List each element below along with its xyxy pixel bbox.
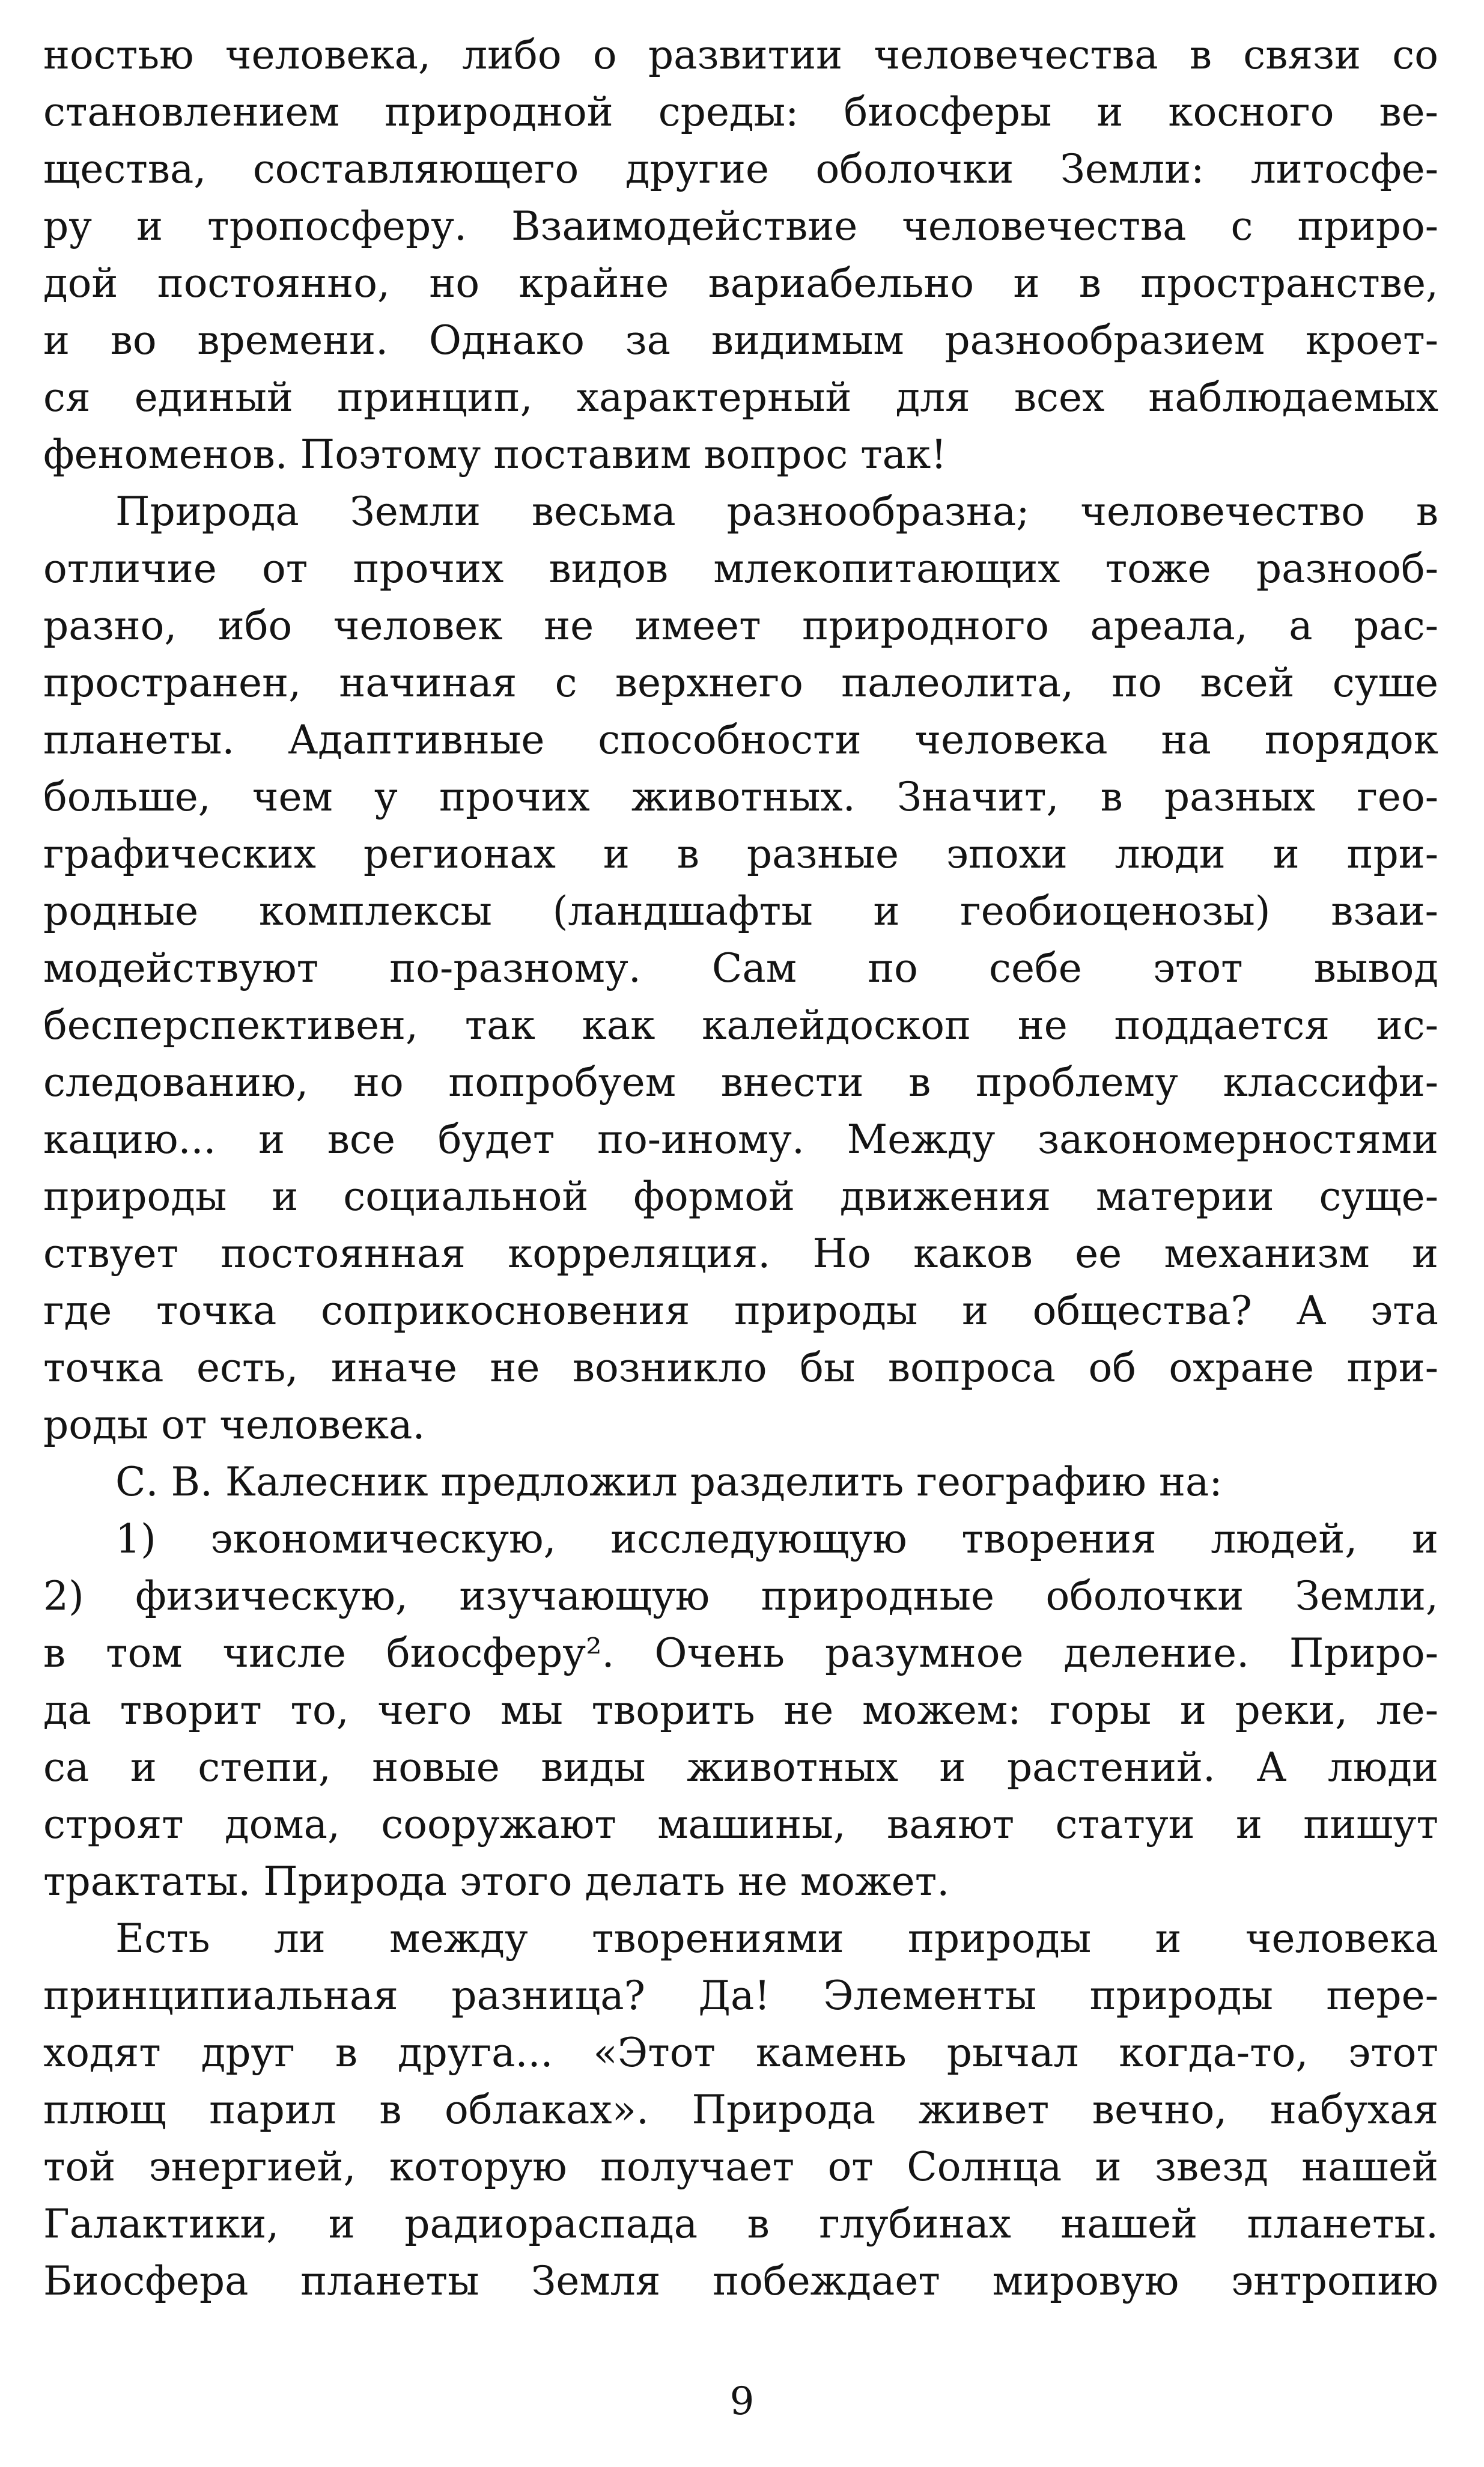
text-line: следованию, но попробуем внести в проблему классифи- xyxy=(43,1059,1438,1106)
text-line: Галактики, и радиораспада в глубинах нашей планеты. xyxy=(43,2201,1438,2247)
text-line: феноменов. Поэтому поставим вопрос так! xyxy=(43,431,947,478)
text-line: плющ парил в облаках». Природа живет вечно, набухая xyxy=(43,2087,1438,2133)
text-line: разно, ибо человек не имеет природного ареала, а рас- xyxy=(43,603,1438,649)
text-line: ностью человека, либо о развитии человечества в связи со xyxy=(43,32,1438,78)
text-line: больше, чем у прочих животных. Значит, в разных гео- xyxy=(43,774,1438,820)
text-line: щества, составляющего другие оболочки Земли: литосфе- xyxy=(43,146,1438,192)
text-line: пространен, начиная с верхнего палеолита, по всей суше xyxy=(43,660,1438,706)
text-line: Природа Земли весьма разнообразна; человечество в xyxy=(115,488,1438,535)
text-line: точка есть, иначе не возникло бы вопроса об охране при- xyxy=(43,1345,1438,1391)
text-line: планеты. Адаптивные способности человека на порядок xyxy=(43,717,1438,763)
text-line: бесперспективен, так как калейдоскоп не поддается ис- xyxy=(43,1002,1438,1048)
text-line: Есть ли между творениями природы и человека xyxy=(115,1915,1438,1962)
text-line: принципиальная разница? Да! Элементы природы пере- xyxy=(43,1973,1438,2019)
text-line: родные комплексы (ландшафты и геобиоценозы) взаи- xyxy=(43,888,1438,934)
text-line: природы и социальной формой движения материи суще- xyxy=(43,1173,1438,1220)
text-line: С. В. Калесник предложил разделить географию на: xyxy=(115,1459,1223,1505)
text-line: да творит то, чего мы творить не можем: горы и реки, ле- xyxy=(43,1687,1438,1733)
text-line: 1) экономическую, исследующую творения людей, и xyxy=(115,1516,1438,1562)
text-line: отличие от прочих видов млекопитающих тоже разнооб- xyxy=(43,546,1438,592)
text-line: ходят друг в друга... «Этот камень рычал когда-то, этот xyxy=(43,2030,1438,2076)
text-line: той энергией, которую получает от Солнца и звезд нашей xyxy=(43,2144,1438,2190)
text-line: кацию... и все будет по-иному. Между закономерностями xyxy=(43,1116,1438,1163)
text-line: графических регионах и в разные эпохи люди и при- xyxy=(43,831,1438,877)
text-line: 2) физическую, изучающую природные оболочки Земли, xyxy=(43,1573,1438,1619)
page-number: 9 xyxy=(729,2379,755,2424)
body-text xyxy=(43,26,1438,2310)
text-line: где точка соприкосновения природы и общества? А эта xyxy=(43,1288,1438,1334)
text-line: ру и тропосферу. Взаимодействие человечества с приро- xyxy=(43,203,1438,249)
text-line: трактаты. Природа этого делать не может. xyxy=(43,1858,950,1905)
text-line: Биосфера планеты Земля побеждает мировую энтропию xyxy=(43,2258,1438,2304)
text-line: роды от человека. xyxy=(43,1402,425,1448)
text-line: ся единый принцип, характерный для всех наблюдаемых xyxy=(43,374,1438,421)
text-line: строят дома, сооружают машины, ваяют статуи и пишут xyxy=(43,1801,1438,1848)
text-line: дой постоянно, но крайне вариабельно и в пространстве, xyxy=(43,260,1438,306)
text-line: модействуют по-разному. Сам по себе этот вывод xyxy=(43,945,1438,991)
text-line: са и степи, новые виды животных и растений. А люди xyxy=(43,1744,1438,1790)
text-line: в том числе биосферу². Очень разумное деление. Приро- xyxy=(43,1630,1438,1676)
text-line: ствует постоянная корреляция. Но каков ее механизм и xyxy=(43,1230,1438,1277)
text-line: и во времени. Однако за видимым разнообразием кроет- xyxy=(43,317,1438,364)
text-line: становлением природной среды: биосферы и косного ве- xyxy=(43,89,1438,135)
